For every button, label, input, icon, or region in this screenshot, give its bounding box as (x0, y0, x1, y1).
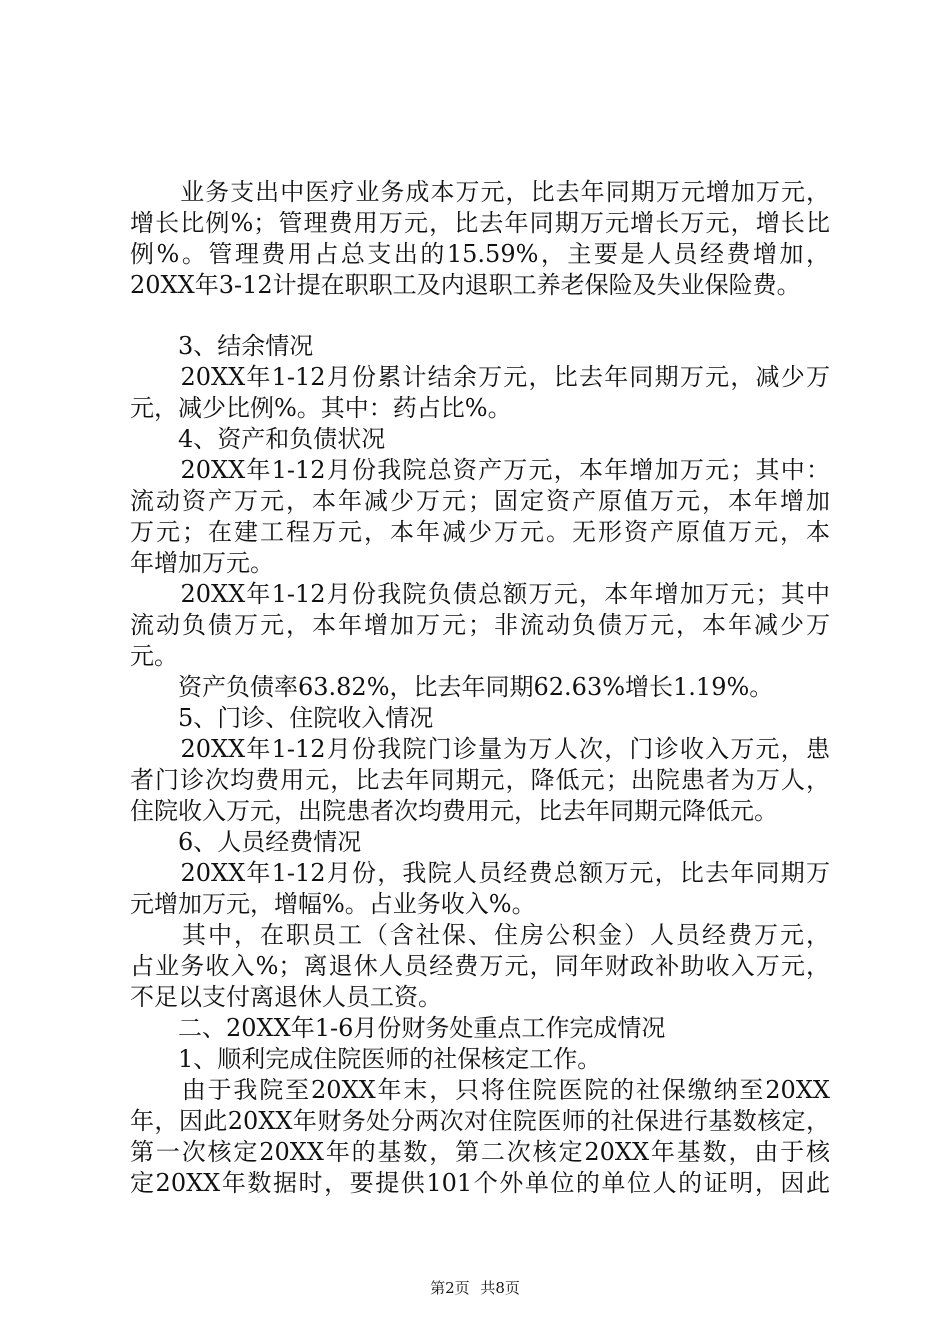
paragraph-line: 定20XX年数据时，要提供101个外单位的单位人的证明，因此 (130, 1169, 830, 1197)
paragraph-line: 第一次核定20XX年的基数，第二次核定20XX年基数，由于核 (130, 1138, 830, 1166)
section-heading: 二、20XX年1-6月份财务处重点工作完成情况 (130, 1014, 666, 1042)
paragraph-line: 者门诊次均费用元，比去年同期元，降低元；出院患者为万人， (130, 766, 830, 794)
section-heading: 4、资产和负债状况 (130, 425, 386, 453)
paragraph-line: 20XX年1-12月份我院门诊量为万人次，门诊收入万元，患 (130, 735, 830, 763)
paragraph-line: 20XX年1-12月份，我院人员经费总额万元，比去年同期万 (130, 859, 830, 887)
paragraph-line: 资产负债率63.82%，比去年同期62.63%增长1.19%。 (130, 673, 774, 701)
paragraph-line: 万元；在建工程万元，本年减少万元。无形资产原值万元，本 (130, 518, 830, 546)
paragraph-line: 20XX年1-12月份累计结余万元，比去年同期万元，减少万 (130, 363, 830, 391)
paragraph-line: 20XX年1-12月份我院负债总额万元，本年增加万元；其中 (130, 580, 830, 608)
page-number: 第2页 (430, 1279, 470, 1297)
paragraph-line: 住院收入万元，出院患者次均费用元，比去年同期元降低元。 (130, 797, 778, 825)
paragraph-line: 元。 (130, 642, 178, 670)
section-heading: 1、顺利完成住院医师的社保核定工作。 (130, 1045, 602, 1073)
page-total: 共8页 (480, 1279, 520, 1297)
section-heading: 3、结余情况 (130, 332, 314, 360)
paragraph-line: 元，减少比例%。其中：药占比%。 (130, 394, 512, 422)
paragraph-line: 元增加万元，增幅%。占业务收入%。 (130, 890, 536, 918)
page-footer (0, 1278, 950, 1298)
paragraph-line: 年增加万元。 (130, 549, 274, 577)
paragraph-line: 由于我院至20XX年末，只将住院医院的社保缴纳至20XX (130, 1076, 830, 1104)
paragraph-line: 业务支出中医疗业务成本万元，比去年同期万元增加万元， (130, 178, 830, 206)
section-heading: 5、门诊、住院收入情况 (130, 704, 434, 732)
paragraph-line: 流动负债万元，本年增加万元；非流动负债万元，本年减少万 (130, 611, 830, 639)
paragraph-line: 20XX年3-12计提在职职工及内退职工养老保险及失业保险费。 (130, 271, 801, 299)
paragraph-line: 其中，在职员工（含社保、住房公积金）人员经费万元， (130, 921, 830, 949)
section-heading: 6、人员经费情况 (130, 828, 362, 856)
paragraph-line: 占业务收入%；离退休人员经费万元，同年财政补助收入万元， (130, 952, 830, 980)
paragraph-line: 例%。管理费用占总支出的15.59%，主要是人员经费增加， (130, 240, 830, 268)
paragraph-line: 流动资产万元，本年减少万元；固定资产原值万元，本年增加 (130, 487, 830, 515)
paragraph-line: 年，因此20XX年财务处分两次对住院医师的社保进行基数核定， (130, 1107, 830, 1135)
paragraph-line: 增长比例%；管理费用万元，比去年同期万元增长万元，增长比 (130, 209, 830, 237)
paragraph-line: 20XX年1-12月份我院总资产万元，本年增加万元；其中： (130, 456, 830, 484)
paragraph-line: 不足以支付离退休人员工资。 (130, 983, 442, 1011)
